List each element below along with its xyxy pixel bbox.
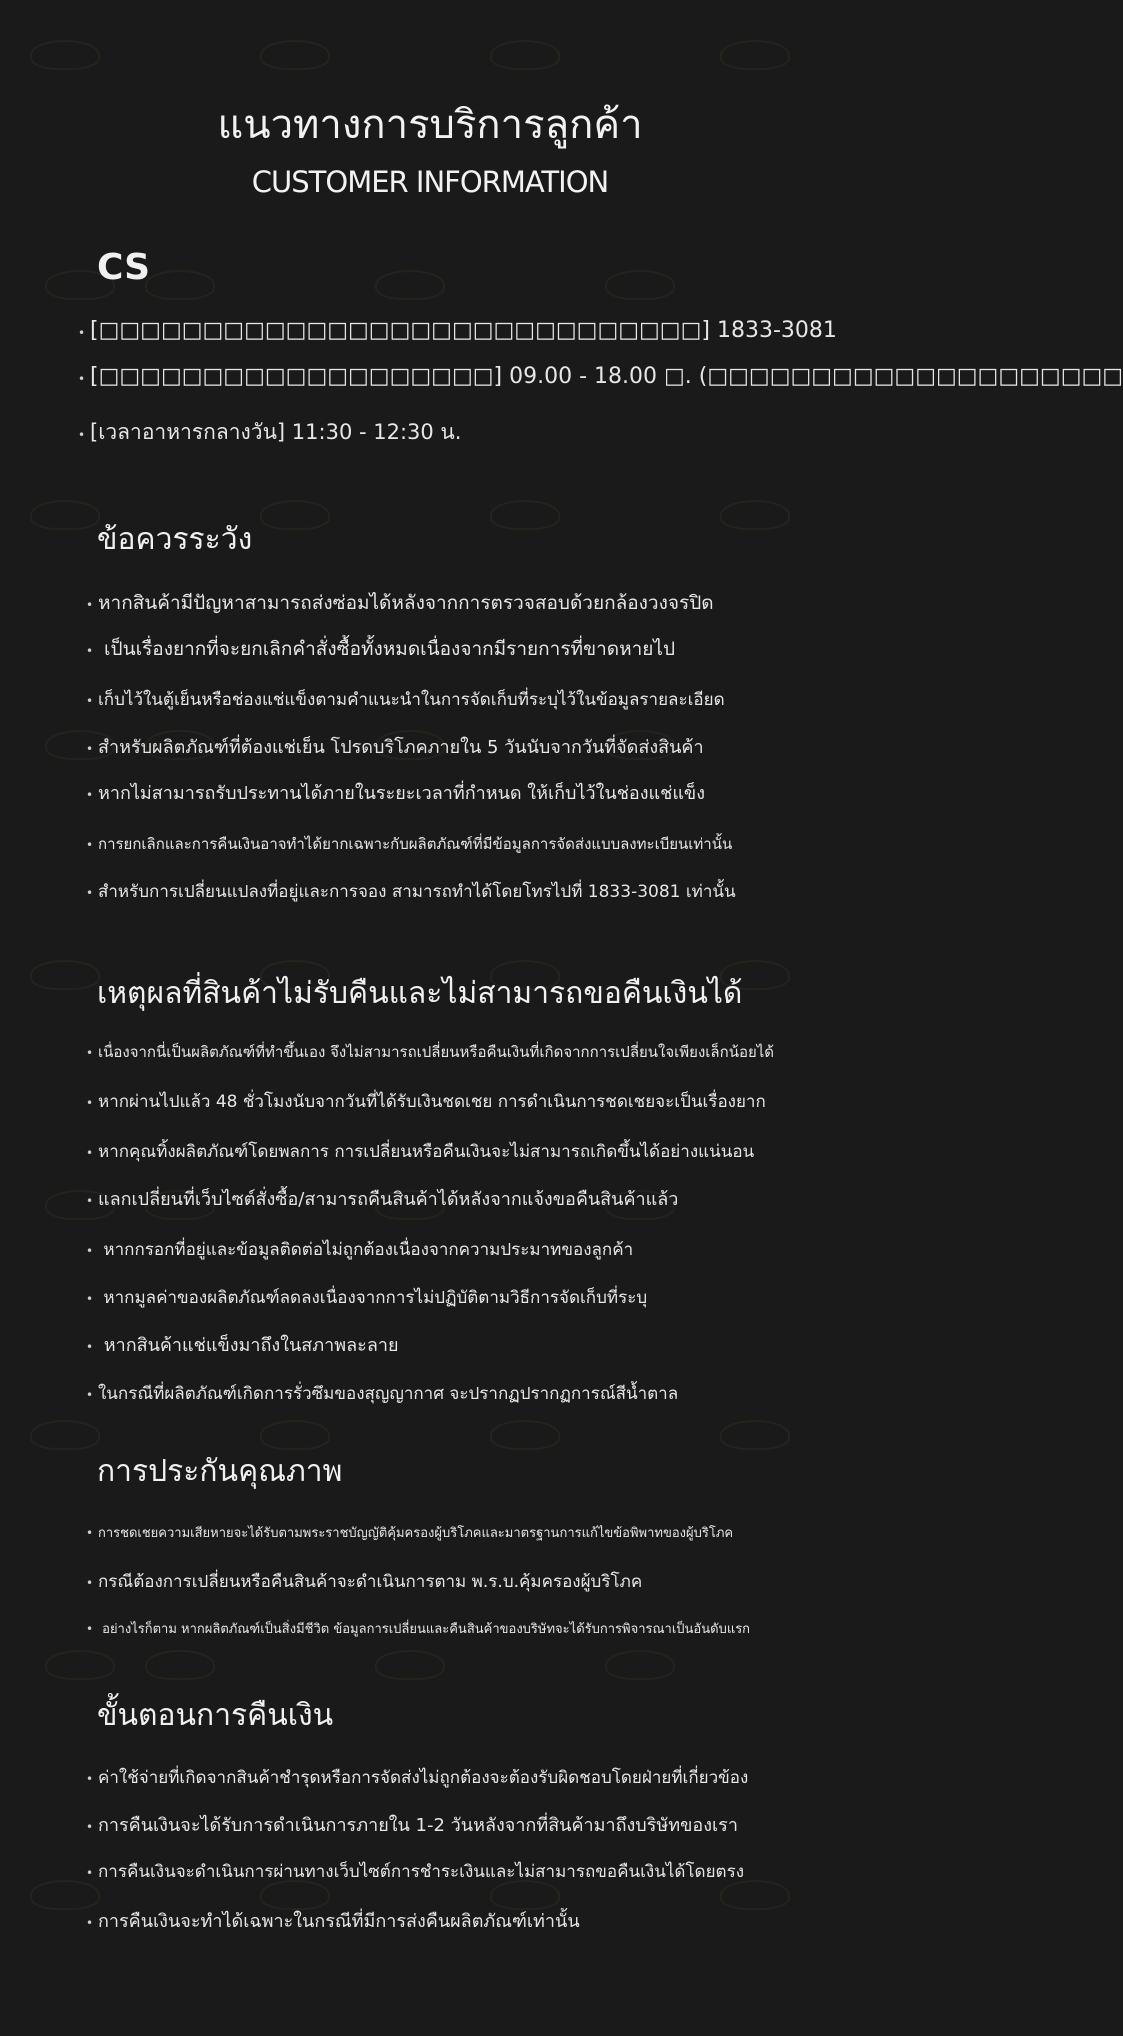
bullet-icon: •	[86, 1292, 94, 1306]
bullet-icon: •	[86, 1388, 94, 1402]
list-item: • [□□□□□□□□□□□□□□□□□□□□□□□□□□□□□] 1833-3081	[78, 318, 837, 343]
watermark-mark	[720, 40, 790, 70]
watermark-mark	[490, 500, 560, 530]
bullet-icon: •	[86, 1622, 94, 1636]
list-item: • เป็นเรื่องยากที่จะยกเลิกคำสั่งซื้อทั้งหมดเนื่องจากมีรายการที่ขาดหายไป	[86, 638, 676, 660]
watermark-mark	[145, 270, 215, 300]
bullet-icon: •	[86, 886, 94, 900]
watermark-mark	[260, 40, 330, 70]
bullet-icon: •	[86, 1772, 94, 1786]
bullet-icon: •	[86, 644, 94, 658]
bullet-icon: •	[78, 326, 86, 340]
list-item: • การคืนเงินจะดำเนินการผ่านทางเว็บไซต์การชำระเงินและไม่สามารถขอคืนเงินได้โดยตรง	[86, 1862, 745, 1882]
list-item: • หากไม่สามารถรับประทานได้ภายในระยะเวลาที่กำหนด ให้เก็บไว้ในช่องแช่แข็ง	[86, 783, 706, 804]
list-item: • ค่าใช้จ่ายที่เกิดจากสินค้าชำรุดหรือการจัดส่งไม่ถูกต้องจะต้องรับผิดชอบโดยฝ่ายที่เกี่ยวข้อง	[86, 1768, 749, 1788]
list-item: • แลกเปลี่ยนที่เว็บไซต์สั่งซื้อ/สามารถคืนสินค้าได้หลังจากแจ้งขอคืนสินค้าแล้ว	[86, 1189, 679, 1210]
bullet-icon: •	[86, 1096, 94, 1110]
bullet-icon: •	[86, 694, 94, 708]
bullet-icon: •	[78, 428, 86, 442]
list-item: • หากสินค้าแช่แข็งมาถึงในสภาพละลาย	[86, 1335, 399, 1356]
bullet-icon: •	[86, 1146, 94, 1160]
list-item: • การชดเชยความเสียหายจะได้รับตามพระราชบัญญัติคุ้มครองผู้บริโภคและมาตรฐานการแก้ไขข้อพิพาทของผู้บริโภค	[86, 1526, 734, 1541]
watermark-mark	[605, 1650, 675, 1680]
list-item: • การยกเลิกและการคืนเงินอาจทำได้ยากเฉพาะกับผลิตภัณฑ์ที่มีข้อมูลการจัดส่งแบบลงทะเบียนเท่านั้น	[86, 835, 733, 853]
list-item: • การคืนเงินจะได้รับการดำเนินการภายใน 1-2 วันหลังจากที่สินค้ามาถึงบริษัทของเรา	[86, 1815, 738, 1836]
watermark-mark	[45, 1650, 115, 1680]
page-subtitle: CUSTOMER INFORMATION	[251, 165, 609, 199]
list-item: • หากมูลค่าของผลิตภัณฑ์ลดลงเนื่องจากการไม่ปฏิบัติตามวิธีการจัดเก็บที่ระบุ	[86, 1288, 648, 1308]
list-item: • หากคุณทิ้งผลิตภัณฑ์โดยพลการ การเปลี่ยนหรือคืนเงินจะไม่สามารถเกิดขึ้นได้อย่างแน่นอน	[86, 1142, 755, 1162]
list-item: • สำหรับผลิตภัณฑ์ที่ต้องแช่เย็น โปรดบริโภคภายใน 5 วันนับจากวันที่จัดส่งสินค้า	[86, 737, 704, 758]
list-item: • อย่างไรก็ตาม หากผลิตภัณฑ์เป็นสิ่งมีชีวิต ข้อมูลการเปลี่ยนและคืนสินค้าของบริษัทจะได้รับการพิจารณาเป็นอันดับแรก	[86, 1622, 751, 1637]
bullet-icon: •	[86, 742, 94, 756]
watermark-mark	[30, 1420, 100, 1450]
bullet-icon: •	[86, 1244, 94, 1258]
watermark-mark	[605, 270, 675, 300]
list-item: • สำหรับการเปลี่ยนแปลงที่อยู่และการจอง สามารถทำได้โดยโทรไปที่ 1833-3081 เท่านั้น	[86, 882, 736, 902]
list-item: • ในกรณีที่ผลิตภัณฑ์เกิดการรั่วซึมของสุญญากาศ จะปรากฏปรากฏการณ์สีน้ำตาล	[86, 1384, 679, 1404]
section-heading-quality: การประกันคุณภาพ	[97, 1454, 343, 1489]
bullet-icon: •	[86, 1916, 94, 1930]
bullet-icon: •	[78, 372, 86, 386]
watermark-mark	[490, 1420, 560, 1450]
bullet-icon: •	[86, 1866, 94, 1880]
section-heading-cs: CS	[97, 247, 151, 288]
section-heading-cautions: ข้อควรระวัง	[97, 522, 253, 557]
watermark-mark	[375, 1650, 445, 1680]
list-item: • กรณีต้องการเปลี่ยนหรือคืนสินค้าจะดำเนินการตาม พ.ร.บ.คุ้มครองผู้บริโภค	[86, 1572, 643, 1592]
bullet-icon: •	[86, 1576, 94, 1590]
list-item: • หากสินค้ามีปัญหาสามารถส่งซ่อมได้หลังจากการตรวจสอบด้วยกล้องวงจรปิด	[86, 592, 714, 614]
bullet-icon: •	[86, 1340, 94, 1354]
list-item: • เก็บไว้ในตู้เย็นหรือช่องแช่แข็งตามคำแนะนำในการจัดเก็บที่ระบุไว้ในข้อมูลรายละเอียด	[86, 690, 725, 710]
watermark-mark	[30, 40, 100, 70]
bullet-icon: •	[86, 598, 94, 612]
bullet-icon: •	[86, 1194, 94, 1208]
list-item: • หากผ่านไปแล้ว 48 ชั่วโมงนับจากวันที่ได้รับเงินชดเชย การดำเนินการชดเชยจะเป็นเรื่องยาก	[86, 1092, 766, 1112]
page-title: แนวทางการบริการลูกค้า	[217, 102, 643, 148]
watermark-mark	[145, 1650, 215, 1680]
watermark-mark	[30, 960, 100, 990]
bullet-icon: •	[86, 1526, 94, 1540]
watermark-mark	[720, 1420, 790, 1450]
watermark-mark	[260, 1420, 330, 1450]
list-item: • [เวลาอาหารกลางวัน] 11:30 - 12:30 น.	[78, 420, 462, 444]
bullet-icon: •	[86, 1046, 94, 1060]
section-heading-no-return: เหตุผลที่สินค้าไม่รับคืนและไม่สามารถขอคืนเงินได้	[97, 976, 743, 1011]
watermark-mark	[30, 500, 100, 530]
watermark-mark	[490, 40, 560, 70]
section-heading-refund: ขั้นตอนการคืนเงิน	[97, 1698, 334, 1733]
list-item: • การคืนเงินจะทำได้เฉพาะในกรณีที่มีการส่งคืนผลิตภัณฑ์เท่านั้น	[86, 1911, 580, 1932]
watermark-mark	[720, 500, 790, 530]
list-item: • เนื่องจากนี่เป็นผลิตภัณฑ์ที่ทำขึ้นเอง จึงไม่สามารถเปลี่ยนหรือคืนเงินที่เกิดจากการเปลี่ยนใจเพียงเล็กน้อยได้	[86, 1043, 775, 1061]
bullet-icon: •	[86, 1820, 94, 1834]
watermark-mark	[375, 270, 445, 300]
bullet-icon: •	[86, 838, 94, 852]
list-item: • หากกรอกที่อยู่และข้อมูลติดต่อไม่ถูกต้องเนื่องจากความประมาทของลูกค้า	[86, 1240, 634, 1260]
watermark-mark	[260, 500, 330, 530]
bullet-icon: •	[86, 788, 94, 802]
list-item: • [□□□□□□□□□□□□□□□□□□□] 09.00 - 18.00 □. (□□□□□□□□□□□□□□□□□□□□	[78, 364, 1123, 389]
